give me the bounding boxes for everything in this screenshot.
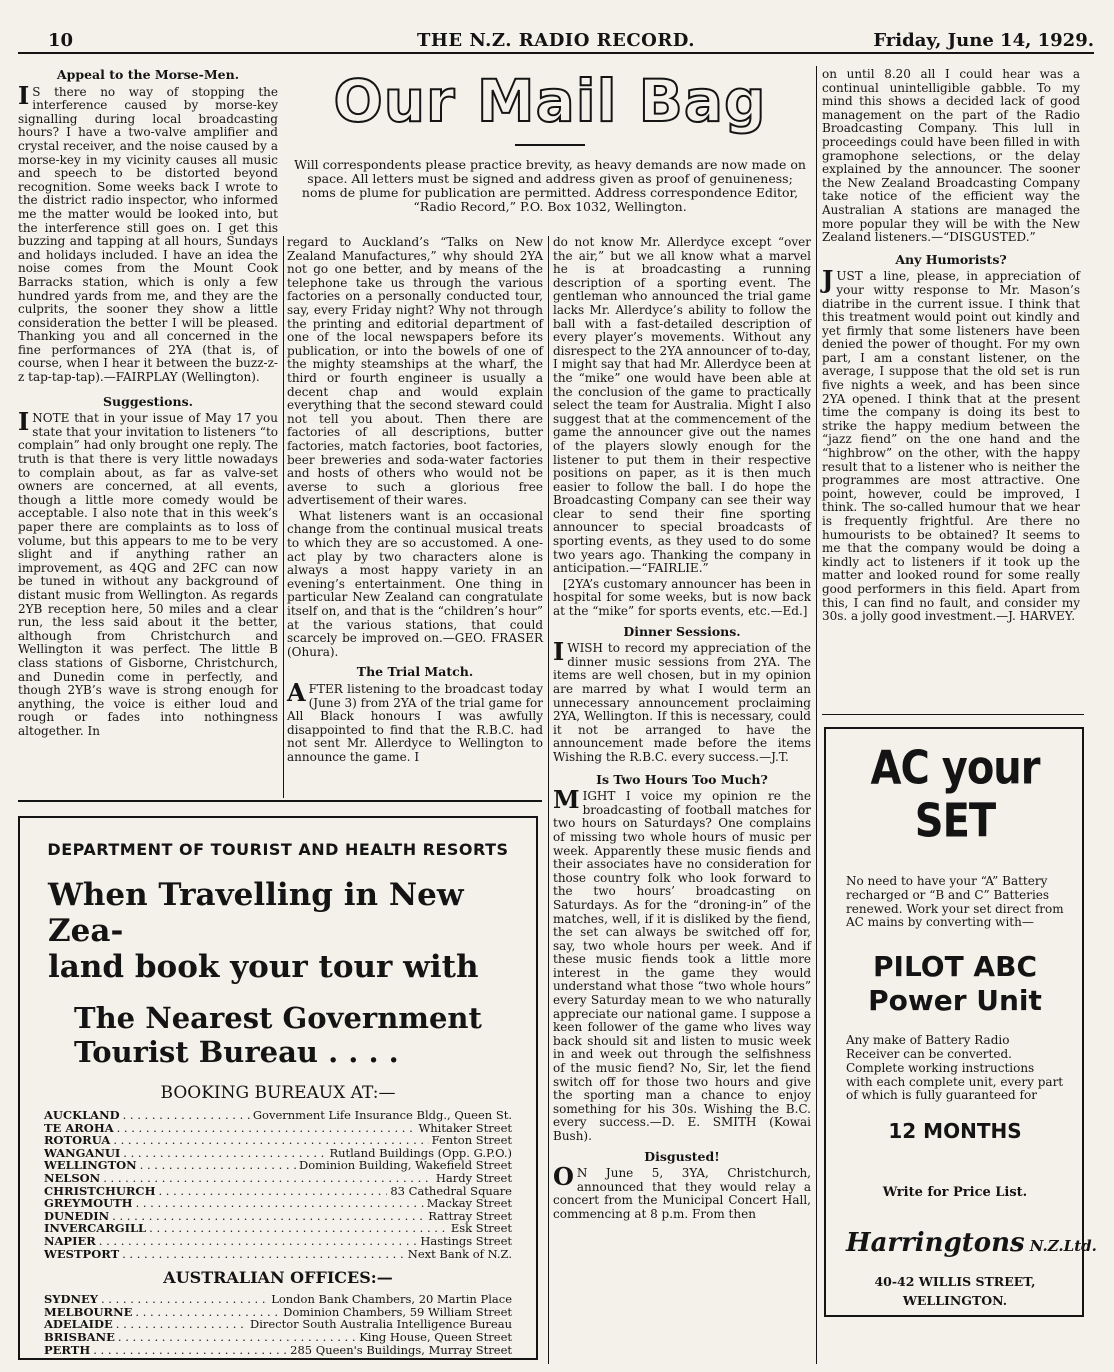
column-rule bbox=[283, 236, 284, 798]
title-divider bbox=[515, 144, 585, 146]
trial-letter-part-1: AFTER listening to the broadcast today (June 3) from 2YA of the trial game for All Black honours I was awfully disappointed to find that the R.B.C. had not sent Mr. Allerdyce to Wellington to announce the game. I bbox=[287, 678, 544, 764]
disgusted-heading: Disgusted! bbox=[644, 1148, 720, 1164]
office-city: AUCKLAND bbox=[44, 1108, 120, 1122]
mailbag-intro: Will correspondents please practice brevity, as heavy demands are now made on space. All letters must be signed and address given as proof of genuineness; noms de plume for publication are permitted. Address correspondence Editor, “Radio Record,” P.O. Box 1032, Wellington. bbox=[294, 157, 806, 214]
suggestions-letter-part-2: regard to Auckland’s “Talks on New Zealand Manufactures,” why should 2YA not go one better, and by means of the telephone take us through the various factories on a personally conducted tour, say, every Friday night? Why not through the printing and editorial department of one of the local newspapers before its publication, or into the bowels of one of the mighty steamships at the wharf, the third or fourth engineer is usually a decent chap and would explain everything that the second steward could not tell you about. Then there are factories of all descriptions, butter factories, match factories, boot factories, beer breweries and soda-water factories and hosts of others who would not be averse to such a glorious free advertisement of their wares. bbox=[287, 235, 543, 508]
publication-title: THE N.Z. RADIO RECORD. bbox=[416, 30, 696, 51]
office-address: Dominion Building, Wakefield Street bbox=[299, 1158, 512, 1173]
leader-dots bbox=[123, 1109, 250, 1122]
list-item bbox=[44, 1344, 512, 1357]
office-address: Next Bank of N.Z. bbox=[407, 1246, 512, 1261]
office-city: GREYMOUTH bbox=[44, 1196, 133, 1211]
column-2 bbox=[287, 236, 543, 767]
column-rule bbox=[816, 66, 817, 1364]
office-city: ADELAIDE bbox=[44, 1317, 113, 1332]
humorists-letter: JUST a line, please, in appreciation of your witty response to Mr. Mason’s diatribe in the current issue. I think that this treatment would point out kindly and yet firmly that some listeners have been denied the power of thought. For my own part, I am a constant listener, on the average, I suppose that the old set is run five nights a week, and has been since 2YA opened. I think that at the present time the company is doing its best to strike the happy medium between the “jazz fiend” on the one hand and the “highbrow” on the other, with the happy result that to a listener who is neither the programmes are most attractive. One point, however, could be improved, I think. The so-called humour that we hear is frequently frightful. Are there no humourists to be obtained? It seems to me that the company would be doing a kindly act to listeners if it took up the matter and looked round for some really good performers in this field. Apart from this, I can find no fault, and consider my 30s. a jolly good investment.—J. HARVEY. bbox=[822, 265, 1080, 624]
list-item bbox=[44, 1172, 512, 1185]
leader-dots bbox=[158, 1185, 387, 1198]
office-city: WANGANUI bbox=[44, 1145, 121, 1160]
suggestions-letter-part-3: What listeners want is an occasional change from the continual musical treats to which they are so accustomed. A one-act play by two characters alone is always a most happy variety in an evening’s entertainment. One thing in particular New Zealand can congratulate itself on, and that is the “children’s hour” at the various stations, that could scarcely be improved on.—GEO. FRASER (Ohura). bbox=[287, 508, 543, 659]
company-address-line-1: 40-42 WILLIS STREET, bbox=[874, 1274, 1036, 1290]
office-city: NELSON bbox=[44, 1170, 101, 1185]
office-city: NAPIER bbox=[44, 1233, 96, 1248]
office-city: SYDNEY bbox=[44, 1292, 98, 1307]
office-address: London Bank Chambers, 20 Martin Place bbox=[271, 1292, 512, 1307]
office-address: Director South Australia Intelligence Bureau bbox=[250, 1317, 512, 1332]
pilot-ac-ad bbox=[824, 727, 1097, 1317]
office-address: Hastings Street bbox=[420, 1233, 512, 1248]
suggestions-letter-part-1: INOTE that in your issue of May 17 you state that your invitation to listeners “to complain” had only brought one reply. The truth is that there is very little nowadays to complain about, as far as valve-set owners are concerned, at all events, though a little more comedy would be acceptable. I also note that in this week’s paper there are complaints as to loss of volume, but this appears to me to be very slight and if anything rather an improvement, as 4QG and 2FC can now be tuned in without any background of distant music from Wellington. As regards 2YB reception here, 50 miles and a clear run, the less said about it the better, although from Christchurch and Wellington it was perfect. The little B class stations of Gisborne, Christchurch, and Dunedin come in perfectly, and though 2YB’s wave is strong enough for anything, the voice is either loud and rough or fades into nothingness altogether. In bbox=[18, 407, 278, 738]
ac-ad-paragraph-1: No need to have your “A” Battery recharged or “B and C” Batteries renewed. Work your set direct from AC mains by converting with— bbox=[846, 874, 1064, 930]
company-address-line-2: WELLINGTON. bbox=[902, 1293, 1008, 1309]
office-city: WELLINGTON bbox=[44, 1158, 137, 1173]
office-city: INVERCARGILL bbox=[44, 1221, 147, 1236]
office-list bbox=[34, 1293, 522, 1356]
pilot-product-line-2: Power Unit bbox=[868, 984, 1042, 1018]
office-address: Government Life Insurance Bldg., Queen St. bbox=[252, 1108, 512, 1122]
column-3 bbox=[553, 236, 811, 1224]
bureau-list bbox=[34, 1109, 522, 1260]
mailbag-masthead bbox=[290, 66, 810, 214]
leader-dots bbox=[123, 1147, 326, 1160]
pilot-product-line-1: PILOT ABC bbox=[873, 950, 1037, 984]
office-city: MELBOURNE bbox=[44, 1304, 133, 1319]
office-city: PERTH bbox=[44, 1342, 91, 1357]
list-item bbox=[44, 1293, 512, 1306]
leader-dots bbox=[118, 1331, 356, 1344]
office-address: Rattray Street bbox=[428, 1208, 512, 1223]
tourist-slogan bbox=[34, 877, 522, 985]
section-rule bbox=[822, 714, 1084, 715]
trial-letter-part-2: do not know Mr. Allerdyce except “over the air,” but we all know what a marvel he is at broadcasting a running description of a sporting event. The gentleman who announced the trial game lacks Mr. Allerdyce’s ability to follow the ball with a fast-detailed description of every player’s movements. Without any disrespect to the 2YA announcer of to-day, I might say that had Mr. Allerdyce been at the “mike” one would have been able at the conclusion of the game to practically select the team for Australia. Might I also suggest that at the commencement of the game the announcer give out the names of the players slowly enough for the listener to put them in their respective positions on paper, as it is then much easier to follow the ball. I do hope the Broadcasting Company can see their way clear to send their fine sporting announcer to special broadcasts of sporting events, as they used to do some two years ago. Thanking the company in anticipation.—“FAIRLIE.” bbox=[553, 235, 811, 576]
guarantee-period: 12 MONTHS bbox=[888, 1119, 1022, 1144]
suggestions-heading: Suggestions. bbox=[103, 393, 193, 409]
office-city: BRISBANE bbox=[44, 1329, 115, 1344]
booking-bureaux-heading: BOOKING BUREAUX AT:— bbox=[160, 1083, 396, 1103]
company-script-logo: Harringtons bbox=[846, 1228, 1025, 1259]
office-address: Fenton Street bbox=[431, 1133, 512, 1148]
ac-ad-paragraph-2: Any make of Battery Radio Receiver can be converted. Complete working instructions with each complete unit, every part of which is fully guaranteed for bbox=[846, 1033, 1064, 1103]
list-item bbox=[44, 1248, 512, 1261]
australian-offices-heading: AUSTRALIAN OFFICES:— bbox=[163, 1268, 393, 1288]
editor-note: [2YA’s customary announcer has been in hospital for some weeks, but is now back at the “mike” for sports events, etc.—Ed.] bbox=[553, 576, 811, 619]
tourist-bureau-line-2: Tourist Bureau . . . . bbox=[74, 1035, 399, 1069]
list-item bbox=[44, 1197, 512, 1210]
disgusted-letter-part-2: on until 8.20 all I could hear was a continual unintelligible gabble. To my mind this shows a decided lack of good management on the part of the Radio Broadcasting Company. This lull in proceedings could have been filled in with gramophone selections, or the delay explained by the announcer. The sooner the New Zealand Broadcasting Company take notice of the efficient way the Australian A stations are managed the more popular they will be with the New Zealand listeners.—“DISGUSTED.” bbox=[822, 67, 1080, 245]
page-header bbox=[18, 20, 1094, 56]
price-list-note: Write for Price List. bbox=[882, 1185, 1028, 1201]
list-item bbox=[44, 1134, 512, 1147]
leader-dots bbox=[140, 1159, 296, 1172]
leader-dots bbox=[112, 1210, 425, 1223]
disgusted-letter-part-1: ON June 5, 3YA, Christchurch, announced that they would relay a concert from the Municipal Concert Hall, commencing at 8 p.m. From then bbox=[553, 1162, 811, 1221]
office-address: Dominion Chambers, 59 William Street bbox=[283, 1304, 512, 1319]
morse-heading: Appeal to the Morse-Men. bbox=[56, 67, 240, 82]
company-suffix: N.Z.Ltd. bbox=[1029, 1237, 1097, 1256]
header-rule bbox=[18, 52, 1094, 54]
company-logo bbox=[846, 1228, 1097, 1259]
office-city: WESTPORT bbox=[44, 1246, 120, 1261]
page-number: 10 bbox=[48, 30, 74, 51]
leader-dots bbox=[116, 1318, 247, 1331]
office-address: Mackay Street bbox=[426, 1196, 512, 1211]
section-rule bbox=[18, 800, 542, 802]
tourist-department: DEPARTMENT OF TOURIST AND HEALTH RESORTS bbox=[47, 840, 509, 859]
column-1 bbox=[18, 64, 278, 741]
list-item bbox=[44, 1109, 512, 1122]
leader-dots bbox=[149, 1222, 448, 1235]
tourist-bureau-ad bbox=[18, 816, 538, 1360]
leader-dots bbox=[117, 1122, 416, 1135]
office-city: TE AROHA bbox=[44, 1120, 114, 1135]
office-address: 83 Cathedral Square bbox=[390, 1183, 512, 1198]
two-hours-letter: MIGHT I voice my opinion re the broadcasting of football matches for two hours on Saturdays? One complains of missing two whole hours of music per week. Apparently these music fiends and their associates have no consideration for those country folk who look forward to the two hours’ broadcasting on Saturdays. As for the “droning-in” of the matches, well, if it is disliked by the fiend, the set can always be switched off for, say, two whole hours per week. And if these music fiends took a little more interest in the game they would understand what those “two whole hours” every Saturday mean to we who naturally appreciate our national game. I suppose a keen follower of the game who lives way back should sit and listen to music week in and week out through the selfishness of the music fiend? No, Sir, let the fiend switch off for those two hours and give the sporting man a chance to enjoy something for his 30s. Wishing the B.C. every success.—D. E. SMITH (Kowai Bush). bbox=[553, 785, 811, 1143]
column-4 bbox=[822, 68, 1080, 626]
list-item bbox=[44, 1235, 512, 1248]
leader-dots bbox=[101, 1293, 268, 1306]
dinner-heading: Dinner Sessions. bbox=[623, 623, 741, 639]
tourist-slogan-line-1: When Travelling in New Zea- bbox=[48, 877, 464, 949]
leader-dots bbox=[122, 1248, 405, 1261]
tourist-bureau-line-1: The Nearest Government bbox=[74, 1001, 482, 1035]
tourist-bureau-name bbox=[34, 1001, 522, 1069]
dinner-letter: IWISH to record my appreciation of the dinner music sessions from 2YA. The items are well chosen, but in my opinion are marred by what I would term an unnecessary announcement proclaiming 2YA, Wellington. If this is necessary, could it not be arranged to have the announcement made before the items Wishing the R.B.C. every success.—J.T. bbox=[553, 637, 811, 764]
two-hours-heading: Is Two Hours Too Much? bbox=[596, 771, 768, 787]
office-address: King House, Queen Street bbox=[359, 1329, 512, 1344]
office-city: ROTORUA bbox=[44, 1133, 111, 1148]
office-address: Rutland Buildings (Opp. G.P.O.) bbox=[329, 1145, 512, 1160]
list-item bbox=[44, 1331, 512, 1344]
trial-heading: The Trial Match. bbox=[356, 664, 474, 680]
mailbag-title: Our Mail Bag bbox=[333, 67, 767, 135]
ac-ad-title: AC your SET bbox=[870, 742, 1040, 848]
office-city: CHRISTCHURCH bbox=[44, 1183, 156, 1198]
office-address: Hardy Street bbox=[435, 1170, 512, 1185]
leader-dots bbox=[93, 1344, 287, 1357]
office-address: 285 Queen's Buildings, Murray Street bbox=[290, 1342, 512, 1357]
humorists-heading: Any Humorists? bbox=[895, 251, 1007, 267]
issue-date: Friday, June 14, 1929. bbox=[873, 30, 1094, 51]
morse-letter: IS there no way of stopping the interference caused by morse-key signalling during local broadcasting hours? I have a two-valve amplifier and crystal receiver, and the noise caused by a morse-key in my vicinity causes all music and speech to be distorted beyond recognition. Some weeks back I wrote to the district radio inspector, who informed me the matter would be looked into, but the interference still goes on. I get this buzzing and tapping at all hours, Sundays and holidays included. I have an idea the noise comes from the Mount Cook Barracks station, which is only a few hundred yards from me, and they are the culprits, the sooner they show a little consideration the better I will be pleased. Thanking you and all concerned in the fine performances of 2YA (that is, of course, when I hear it between the buzz-z-z tap-tap-tap).—FAIRPLAY (Wellington). bbox=[18, 80, 278, 385]
leader-dots bbox=[103, 1172, 433, 1185]
tourist-slogan-line-2: land book your tour with bbox=[48, 949, 479, 985]
column-rule bbox=[548, 236, 549, 1364]
office-city: DUNEDIN bbox=[44, 1208, 110, 1223]
leader-dots bbox=[136, 1197, 424, 1210]
leader-dots bbox=[99, 1235, 418, 1248]
leader-dots bbox=[113, 1134, 428, 1147]
office-address: Esk Street bbox=[450, 1221, 512, 1236]
office-address: Whitaker Street bbox=[418, 1120, 512, 1135]
